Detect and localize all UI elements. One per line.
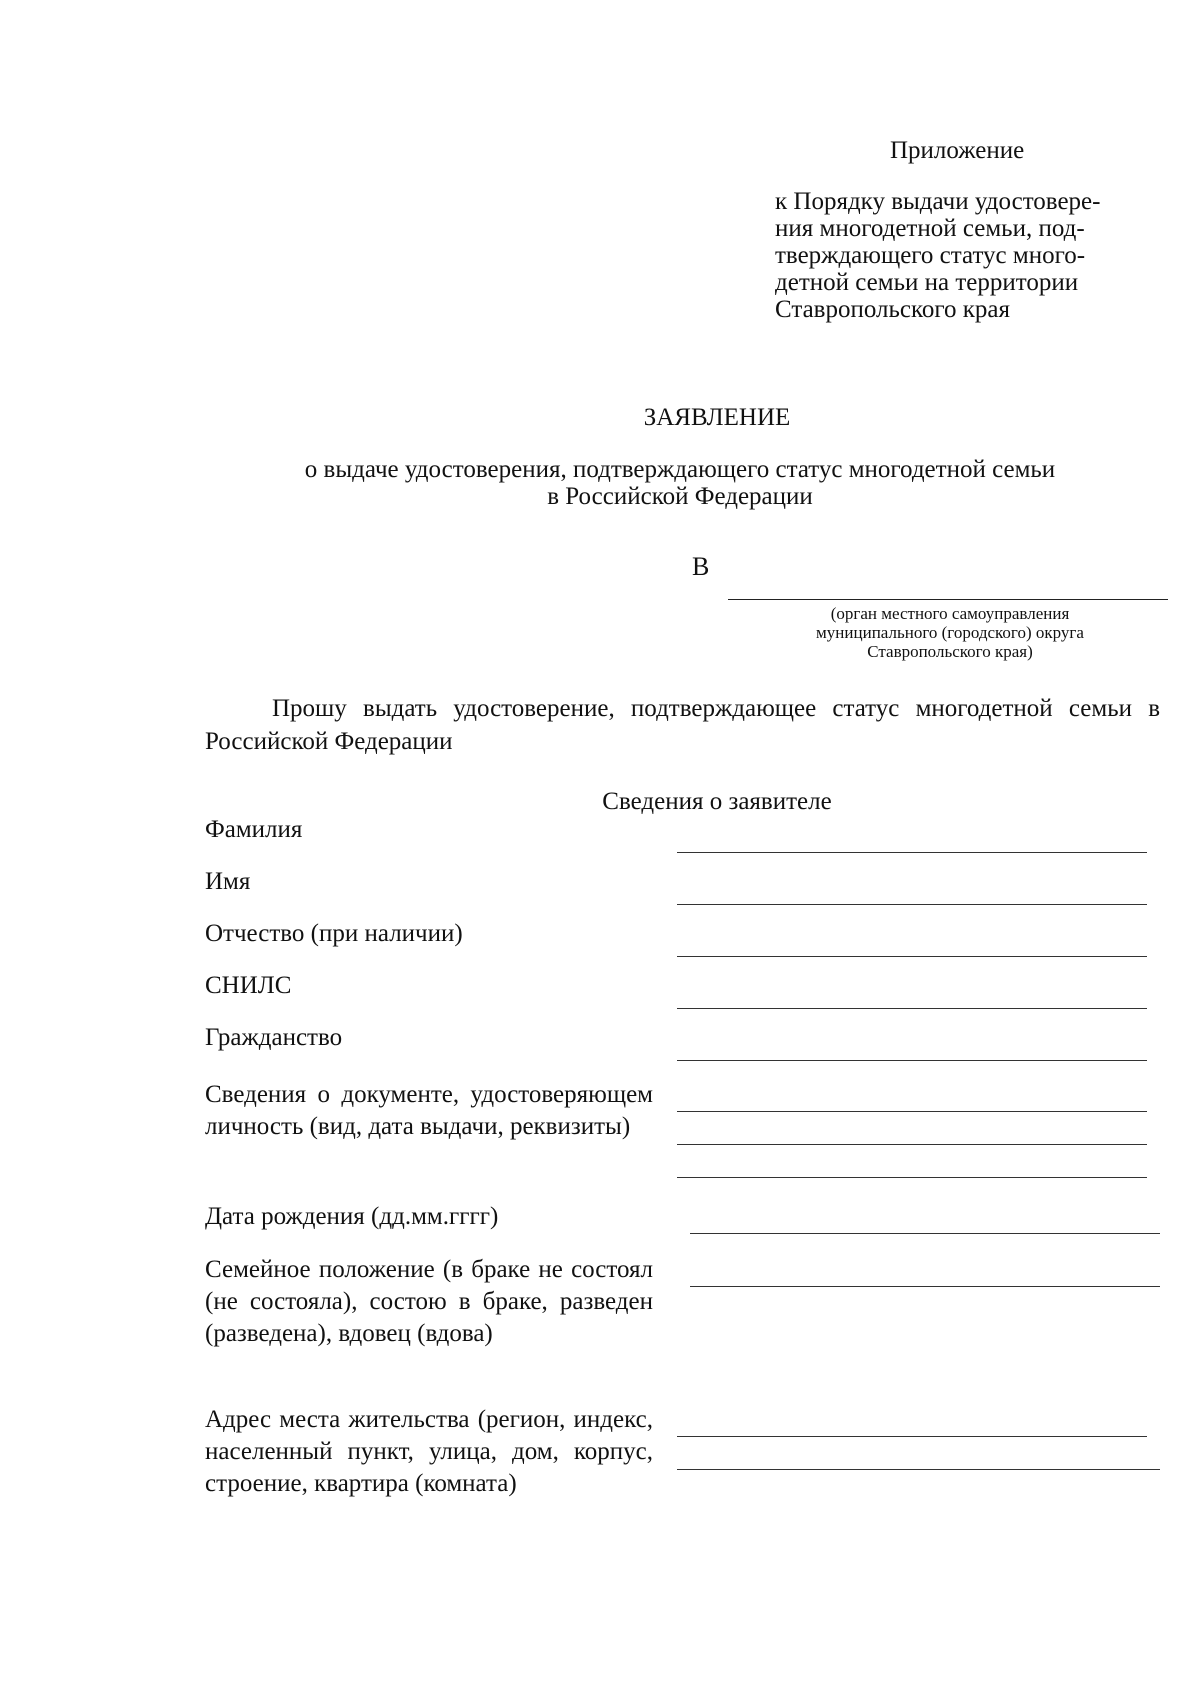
citizenship-field-line[interactable] (677, 1060, 1147, 1061)
birth-date-field-line[interactable] (690, 1233, 1160, 1234)
subtitle-line: в Российской Федерации (547, 483, 813, 510)
field-label-birth-date: Дата рождения (дд.мм.гггг) (205, 1203, 499, 1230)
document-title: ЗАЯВЛЕНИЕ (643, 404, 791, 431)
annex-line: ния многодетной семьи, под- (775, 215, 1085, 242)
section-title: Сведения о заявителе (602, 788, 832, 815)
addressee-caption (770, 604, 1130, 661)
patronymic-field-line[interactable] (677, 956, 1147, 957)
caption-line: Ставропольского края) (867, 642, 1033, 661)
address-field-line-1[interactable] (677, 1436, 1147, 1437)
annex-text (775, 188, 1160, 323)
request-paragraph: Прошу выдать удостоверение, подтверждающее статус многодетной семьи в Российской Федерации (205, 695, 1160, 755)
annex-line: детной семьи на территории (775, 269, 1079, 296)
addressee-prefix: В (692, 552, 710, 581)
subtitle-line: о выдаче удостоверения, подтверждающего статус многодетной семьи (304, 456, 1056, 483)
field-label-identity-document: Сведения о документе, удостоверяющем личность (вид, дата выдачи, реквизиты) (205, 1081, 653, 1140)
field-label-citizenship: Гражданство (205, 1024, 343, 1051)
addressee-field-line[interactable] (728, 599, 1168, 600)
annex-line: Ставропольского края (775, 296, 1010, 323)
name-field-line[interactable] (677, 904, 1147, 905)
annex-line: к Порядку выдачи удостовере- (775, 188, 1101, 215)
identity-document-field-line-2[interactable] (677, 1144, 1147, 1145)
field-label-name: Имя (205, 868, 251, 895)
snils-field-line[interactable] (677, 1008, 1147, 1009)
marital-status-field-line[interactable] (690, 1286, 1160, 1287)
identity-document-field-line-1[interactable] (677, 1111, 1147, 1112)
field-label-address: Адрес места жительства (регион, индекс, населенный пункт, улица, дом, корпус, строение, квартира (комната) (205, 1406, 653, 1497)
annex-label: Приложение (890, 137, 1025, 164)
surname-field-line[interactable] (677, 852, 1147, 853)
field-label-surname: Фамилия (205, 816, 303, 843)
caption-line: муниципального (городского) округа (816, 623, 1084, 642)
address-field-line-2[interactable] (677, 1469, 1160, 1470)
field-label-patronymic: Отчество (при наличии) (205, 920, 463, 947)
identity-document-field-line-3[interactable] (677, 1177, 1147, 1178)
field-label-snils: СНИЛС (205, 972, 292, 999)
caption-line: (орган местного самоуправления (830, 604, 1070, 623)
annex-line: тверждающего статус много- (775, 242, 1086, 269)
field-label-marital-status: Семейное положение (в браке не состоял (не состояла), состою в браке, разведен (разведена), вдовец (вдова) (205, 1256, 653, 1347)
document-subtitle (180, 456, 1180, 510)
